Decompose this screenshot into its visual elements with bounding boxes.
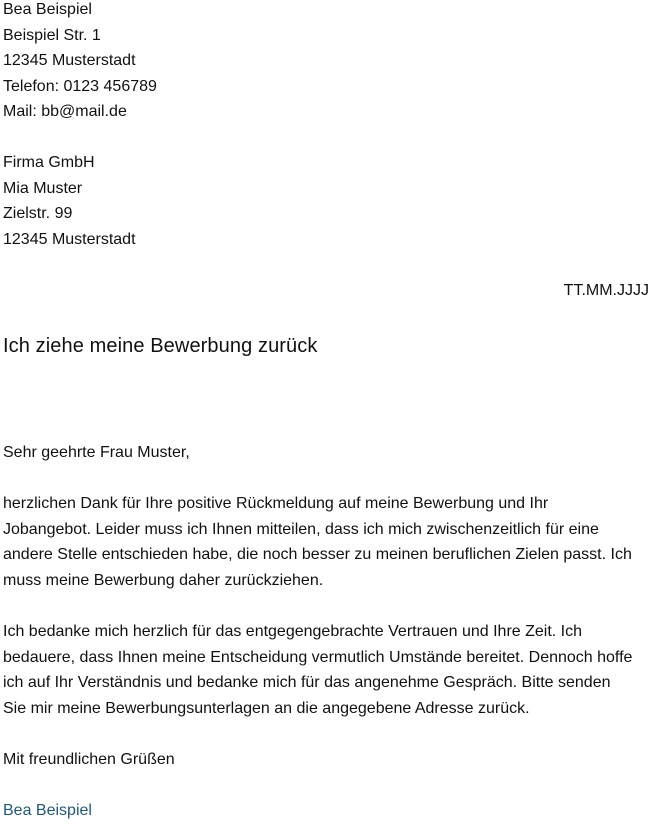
sender-street: Beispiel Str. 1 [3, 26, 101, 44]
letter-date: TT.MM.JJJJ [563, 282, 649, 299]
paragraph-line: muss meine Bewerbung daher zurückziehen. [3, 571, 324, 589]
paragraph-line: Ich bedanke mich herzlich für das entgegengebrachte Vertrauen und Ihre Zeit. Ich [3, 623, 583, 640]
paragraph-line: Sie mir meine Bewerbungsunterlagen an die angegebene Adresse zurück. [3, 699, 530, 717]
recipient-city: 12345 Musterstadt [3, 230, 136, 248]
letter-subject: Ich ziehe meine Bewerbung zurück [3, 335, 318, 357]
salutation: Sehr geehrte Frau Muster, [3, 444, 190, 461]
body-paragraph-2 [3, 619, 649, 721]
body-paragraph-1 [3, 491, 649, 593]
recipient-company: Firma GmbH [3, 154, 95, 171]
sender-mail: Mail: bb@mail.de [3, 103, 127, 121]
paragraph-line: Jobangebot. Leider muss ich Ihnen mitteilen, dass ich mich zwischenzeitlich für eine [3, 520, 599, 538]
closing-formula: Mit freundlichen Grüßen [3, 751, 175, 768]
sender-city: 12345 Musterstadt [3, 52, 136, 70]
signature-name: Bea Beispiel [3, 802, 92, 819]
recipient-address-block [3, 150, 136, 252]
paragraph-line: bedauere, dass Ihnen meine Entscheidung vermutlich Umstände bereitet. Dennoch hoffe [3, 648, 633, 666]
recipient-street: Zielstr. 99 [3, 205, 73, 223]
paragraph-line: herzlichen Dank für Ihre positive Rückmeldung auf meine Bewerbung und Ihr [3, 495, 549, 512]
recipient-contact: Mia Muster [3, 179, 83, 197]
sender-name: Bea Beispiel [3, 1, 92, 18]
paragraph-line: andere Stelle entschieden habe, die noch besser zu meinen beruflichen Zielen passt. Ich [3, 546, 632, 564]
sender-phone: Telefon: 0123 456789 [3, 77, 157, 95]
sender-address-block [3, 0, 157, 125]
paragraph-line: ich auf Ihr Verständnis und bedanke mich für das angenehme Gespräch. Bitte senden [3, 674, 611, 692]
